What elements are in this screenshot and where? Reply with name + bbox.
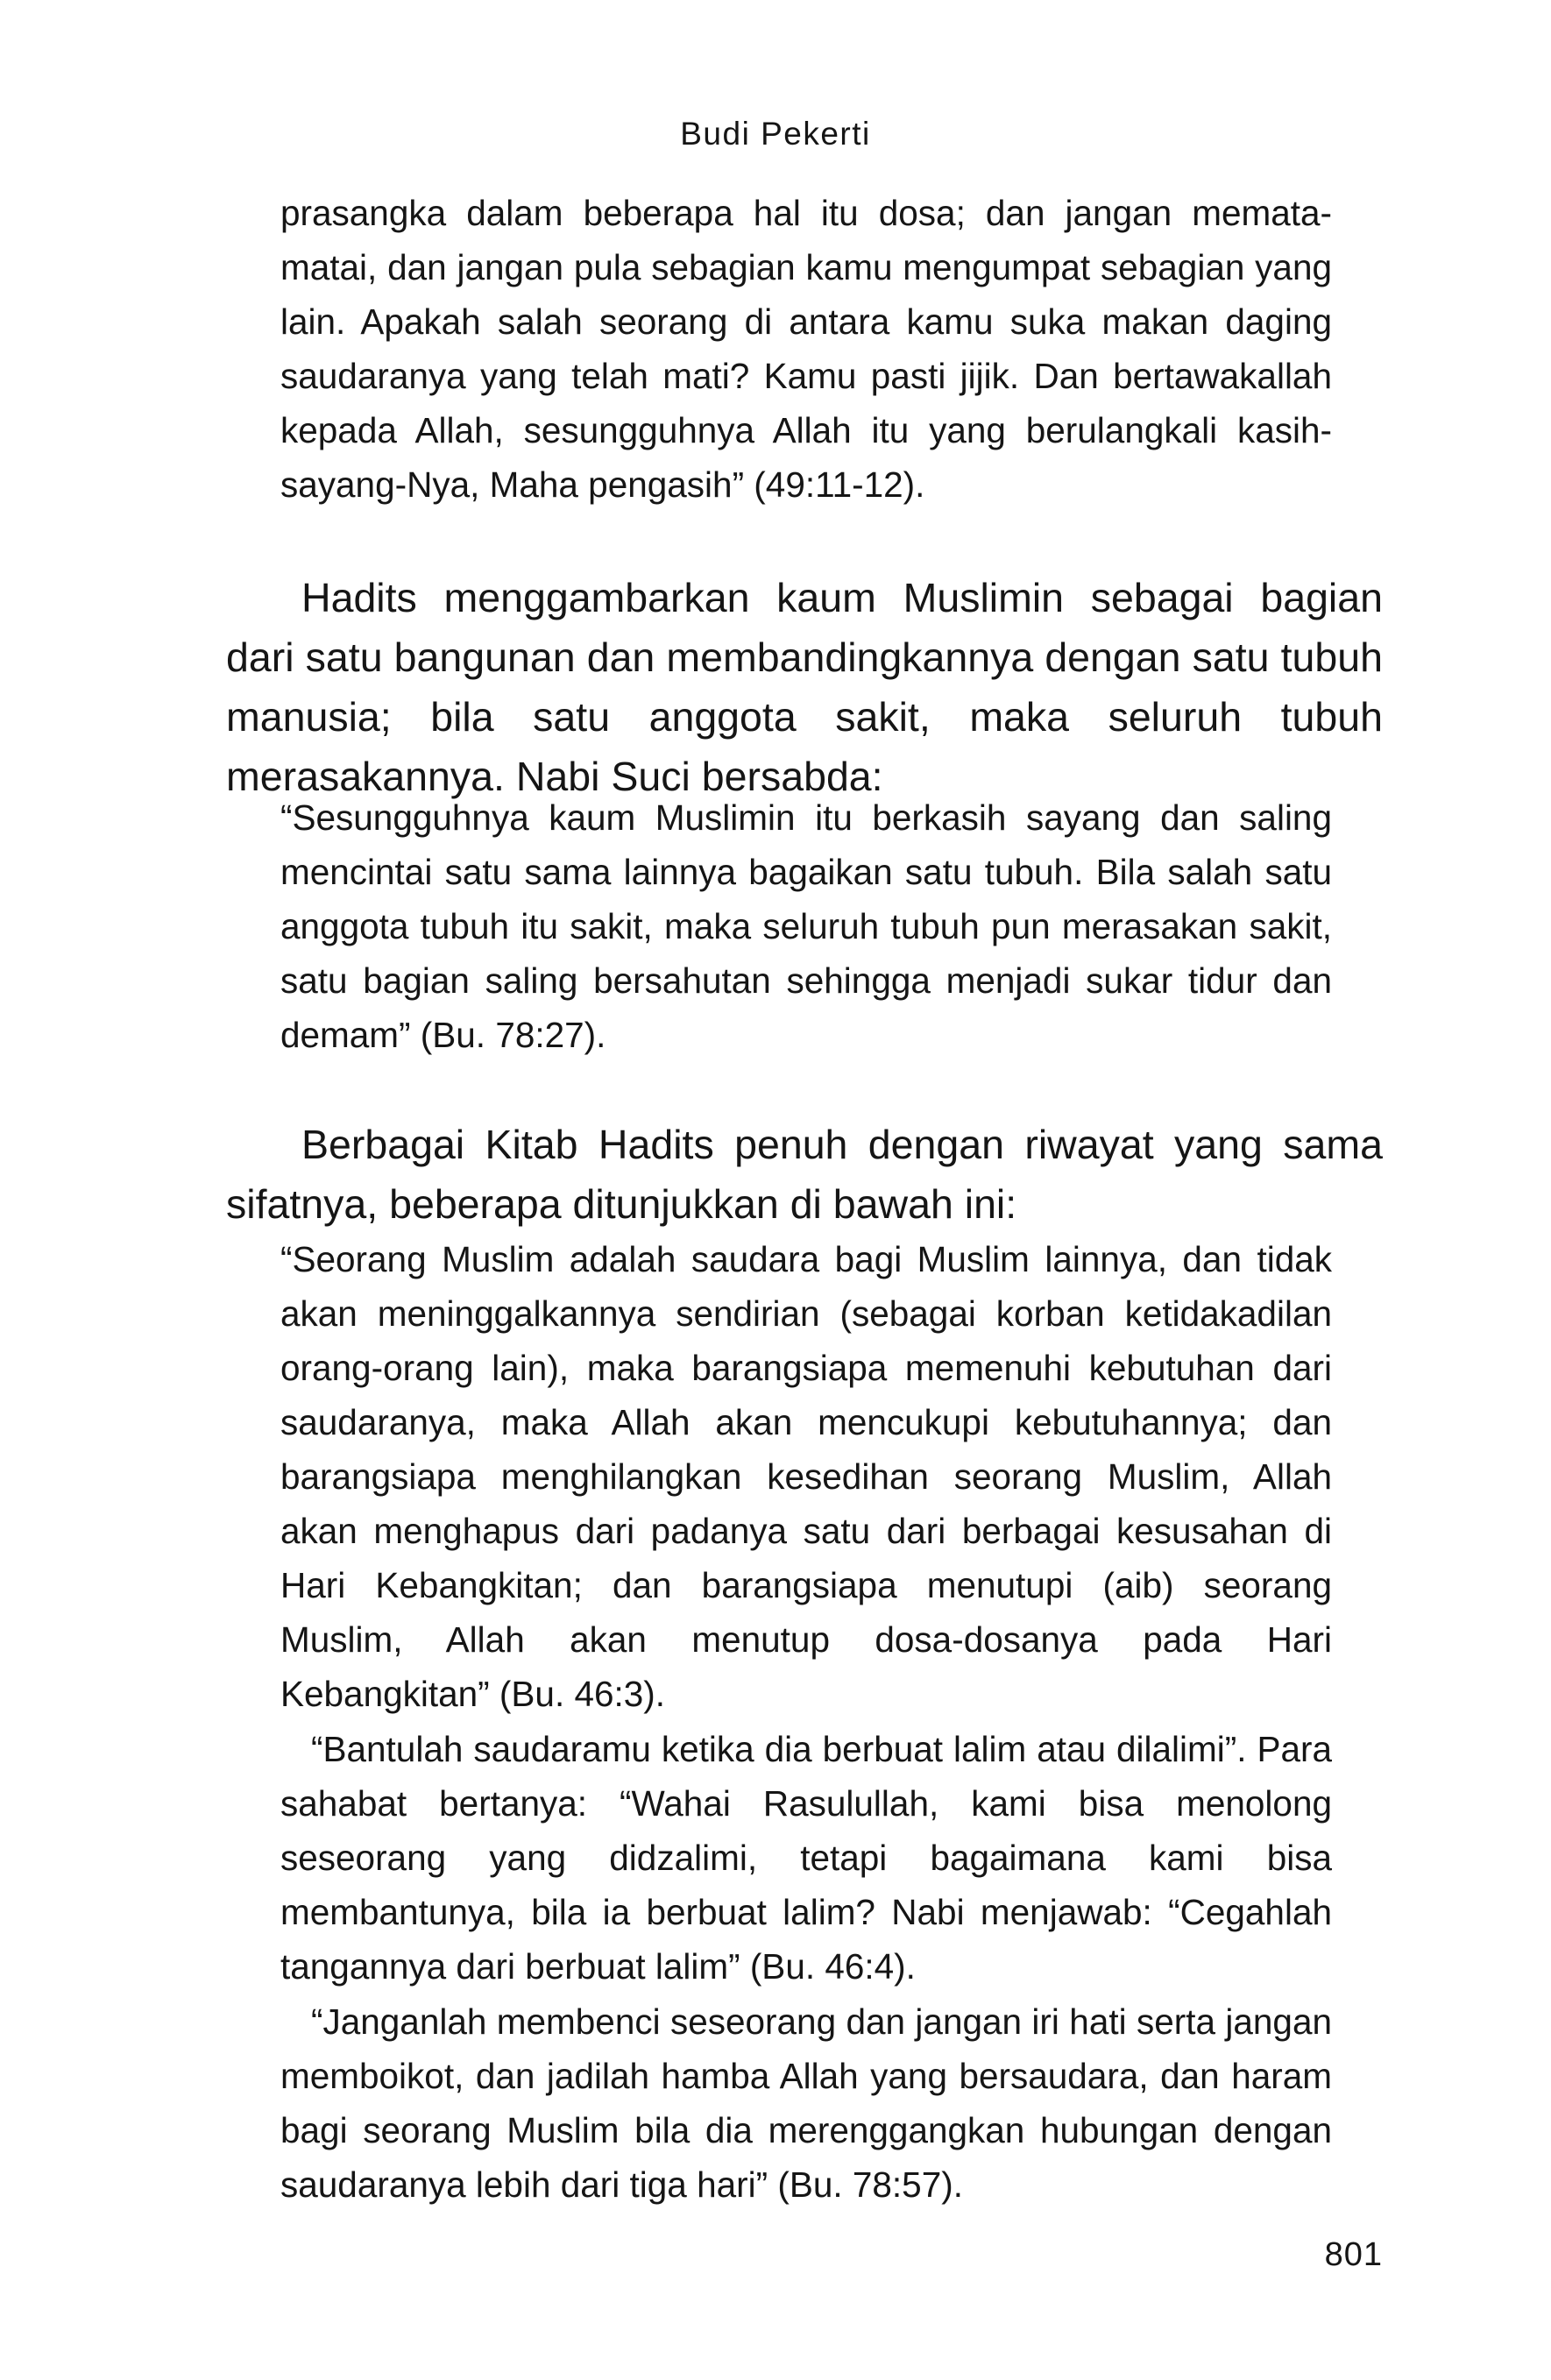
quote-continuation: prasangka dalam beberapa hal itu dosa; dan jangan memata-matai, dan jangan pula sebagian kamu mengumpat sebagian yang lain. Apakah salah seorang di antara kamu suka makan daging saudaranya yang telah mati? Kamu pasti jijik. Dan bertawakallah kepada Allah, sesungguhnya Allah itu yang berulangkali kasih-sayang-Nya, Maha pengasih” (49:11-12).	[280, 193, 1332, 505]
quote-saudara: “Seorang Muslim adalah saudara bagi Muslim lainnya, dan tidak akan meninggalkannya sendirian (sebagai korban ketidakadilan orang-orang lain), maka barangsiapa memenuhi kebutuhan dari saudaranya, maka Allah akan mencukupi kebutuhannya; dan barangsiapa menghilangkan kesedihan seorang Muslim, Allah akan menghapus dari padanya satu dari berbagai kesusahan di Hari Kebangkitan; dan barangsiapa menutupi (aib) seorang Muslim, Allah akan menutup dosa-dosanya pada Hari Kebangkitan” (Bu. 46:3).	[280, 1239, 1332, 1714]
quote-tubuh: “Sesungguhnya kaum Muslimin itu berkasih sayang dan saling mencintai satu sama lainnya bagaikan satu tubuh. Bila salah satu anggota tubuh itu sakit, maka seluruh tubuh pun merasakan sakit, satu bagian saling bersahutan sehingga menjadi sukar tidur dan demam” (Bu. 78:27).	[280, 797, 1332, 1055]
paragraph-kitab-hadits: Berbagai Kitab Hadits penuh dengan riwayat yang sama sifatnya, beberapa ditunjukkan di bawah ini:	[226, 1122, 1383, 1227]
quote-janganlah: “Janganlah membenci seseorang dan jangan iri hati serta jangan memboikot, dan jadilah hamba Allah yang bersaudara, dan haram bagi seorang Muslim bila dia merenggangkan hubungan dengan saudaranya lebih dari tiga hari” (Bu. 78:57).	[280, 2001, 1332, 2205]
quote-bantulah: “Bantulah saudaramu ketika dia berbuat lalim atau dilalimi”. Para sahabat bertanya: “Wahai Rasulullah, kami bisa menolong seseorang yang didzalimi, tetapi bagaimana kami bisa membantunya, bila ia berbuat lalim? Nabi menjawab: “Cegahlah tangannya dari berbuat lalim” (Bu. 46:4).	[280, 1729, 1332, 1987]
running-header: Budi Pekerti	[680, 116, 871, 152]
paragraph-hadits-tubuh: Hadits menggambarkan kaum Muslimin sebagai bagian dari satu bangunan dan membandingkannya dengan satu tubuh manusia; bila satu anggota sakit, maka seluruh tubuh merasakannya. Nabi Suci bersabda:	[226, 575, 1383, 799]
page-number: 801	[1324, 2236, 1383, 2273]
